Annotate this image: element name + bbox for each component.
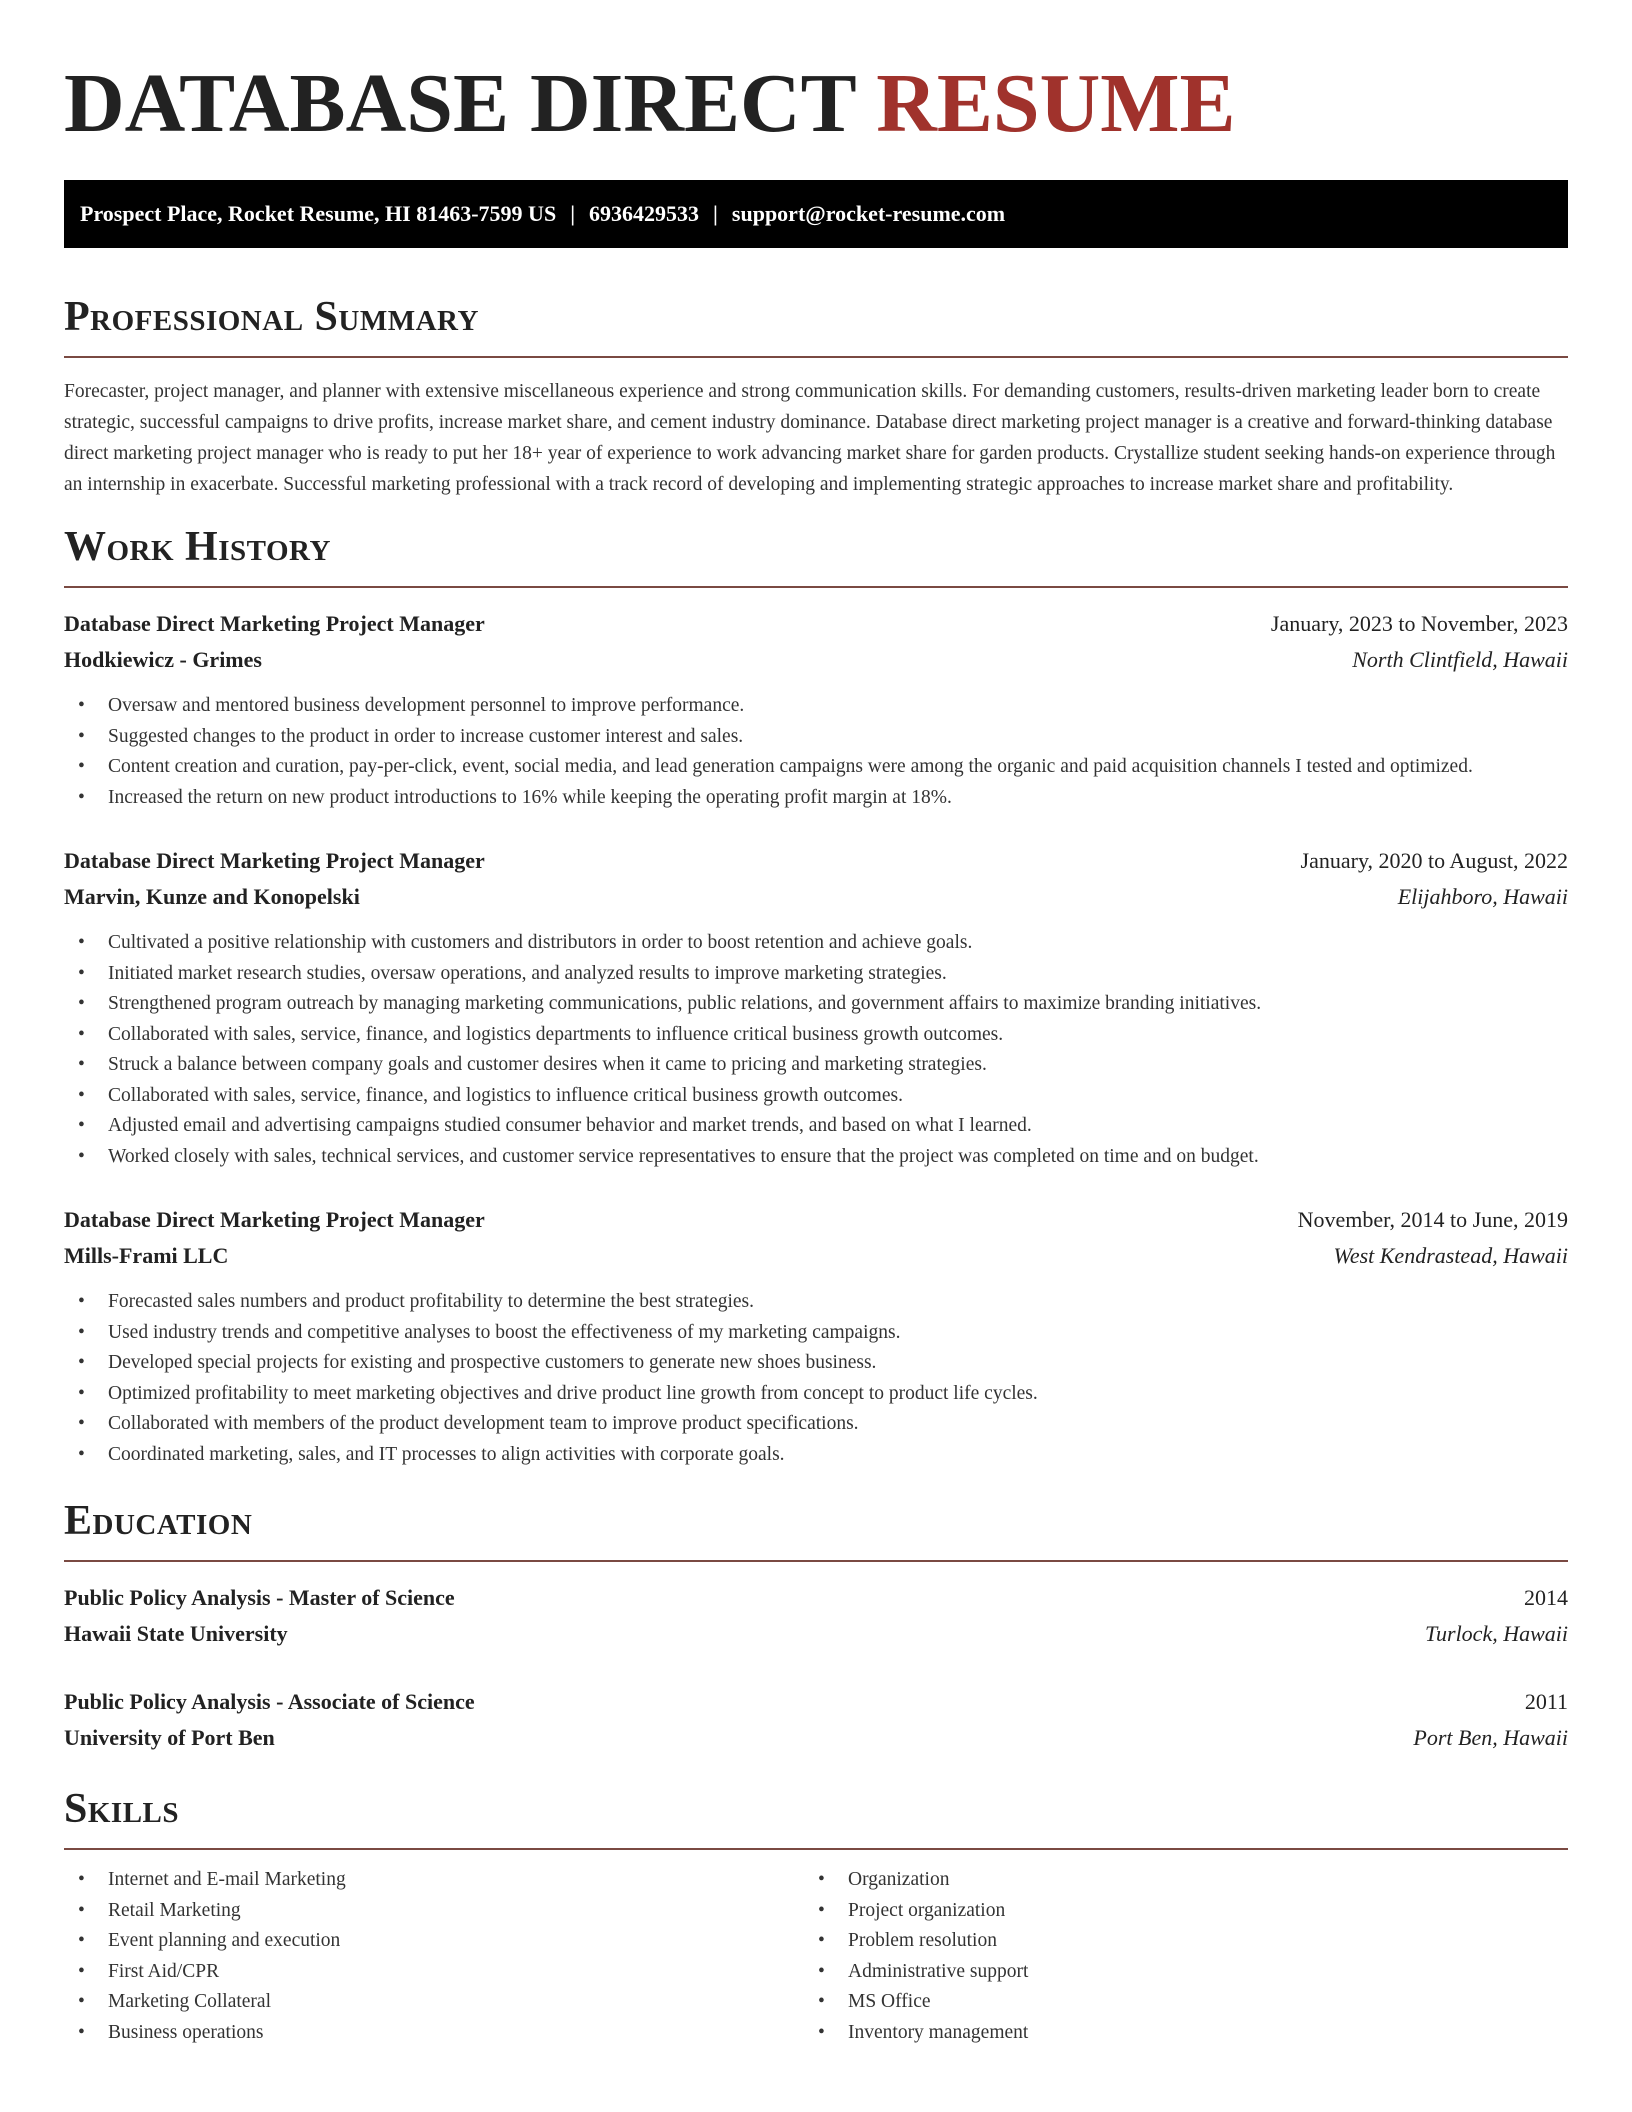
contact-separator: | [713, 201, 718, 226]
education-school: Hawaii State University [64, 1621, 288, 1646]
job-bullets [64, 1287, 1568, 1470]
skills-columns [64, 1865, 1568, 2048]
job-entry [64, 1202, 1568, 1470]
skill-item: • Project organization [804, 1896, 1544, 1927]
section-title-work: Work History [64, 524, 331, 570]
education-degree: Public Policy Analysis - Master of Science [64, 1585, 455, 1610]
skill-item: • Retail Marketing [64, 1896, 804, 1927]
contact-address: Prospect Place, Rocket Resume, HI 81463-7599 US [80, 201, 557, 226]
skill-item: • Internet and E-mail Marketing [64, 1865, 804, 1896]
skill-item: • First Aid/CPR [64, 1957, 804, 1988]
section-title-education: Education [64, 1498, 253, 1544]
job-subheader [64, 642, 1568, 678]
job-dates: January, 2020 to August, 2022 [1300, 848, 1568, 873]
job-title: Database Direct Marketing Project Manager [64, 611, 485, 636]
section-title-summary: Professional Summary [64, 294, 479, 340]
education-section [64, 1496, 1568, 1756]
skill-item: • Marketing Collateral [64, 1987, 804, 2018]
education-location: Turlock, Hawaii [1424, 1621, 1568, 1646]
job-title: Database Direct Marketing Project Manager [64, 848, 485, 873]
bullet-item: • Optimized profitability to meet marketing objectives and drive product line growth from concept to product life cycles. [64, 1379, 1568, 1410]
contact-separator: | [570, 201, 576, 226]
bullet-item: • Cultivated a positive relationship with customers and distributors in order to boost retention and achieve goals. [64, 928, 1568, 959]
bullet-item: • Content creation and curation, pay-per-click, event, social media, and lead generation campaigns were among the organic and paid acquisition channels I tested and optimized. [64, 752, 1568, 783]
job-subheader [64, 879, 1568, 915]
education-entry [64, 1684, 1568, 1756]
education-year: 2011 [1524, 1689, 1568, 1714]
skill-item: • MS Office [804, 1987, 1544, 2018]
bullet-item: • Increased the return on new product introductions to 16% while keeping the operating profit margin at 18%. [64, 783, 1568, 814]
skill-item: • Inventory management [804, 2018, 1544, 2049]
bullet-item: • Oversaw and mentored business development personnel to improve performance. [64, 691, 1568, 722]
education-school: University of Port Ben [64, 1725, 275, 1750]
name-main: DATABASE DIRECT [64, 57, 856, 150]
job-dates: January, 2023 to November, 2023 [1270, 611, 1568, 636]
bullet-item: • Initiated market research studies, oversaw operations, and analyzed results to improve marketing strategies. [64, 959, 1568, 990]
education-entry [64, 1580, 1568, 1652]
skill-item: • Organization [804, 1865, 1544, 1896]
skills-section [64, 1784, 1568, 2048]
job-entry [64, 843, 1568, 1172]
education-subheader [64, 1616, 1568, 1652]
section-divider [64, 1560, 1568, 1562]
job-dates: November, 2014 to June, 2019 [1297, 1207, 1568, 1232]
skill-item: • Event planning and execution [64, 1926, 804, 1957]
bullet-item: • Collaborated with sales, service, finance, and logistics to influence critical business growth outcomes. [64, 1081, 1568, 1112]
job-company: Mills-Frami LLC [64, 1243, 229, 1268]
section-divider [64, 356, 1568, 358]
bullet-item: • Suggested changes to the product in order to increase customer interest and sales. [64, 722, 1568, 753]
summary-section [64, 292, 1568, 500]
job-company: Marvin, Kunze and Konopelski [64, 884, 360, 909]
education-year: 2014 [1524, 1585, 1568, 1610]
bullet-item: • Used industry trends and competitive analyses to boost the effectiveness of my marketing campaigns. [64, 1318, 1568, 1349]
bullet-item: • Collaborated with members of the product development team to improve product specifications. [64, 1409, 1568, 1440]
job-company: Hodkiewicz - Grimes [64, 647, 262, 672]
job-header [64, 843, 1568, 879]
job-location: North Clintfield, Hawaii [1352, 647, 1568, 672]
bullet-item: • Worked closely with sales, technical services, and customer service representatives to ensure that the project was completed on time and on budget. [64, 1142, 1568, 1173]
work-section [64, 522, 1568, 1470]
education-subheader [64, 1720, 1568, 1756]
job-header [64, 606, 1568, 642]
skill-item: • Administrative support [804, 1957, 1544, 1988]
skills-list-left [64, 1865, 804, 2048]
bullet-item: • Coordinated marketing, sales, and IT processes to align activities with corporate goals. [64, 1440, 1568, 1471]
skill-item: • Problem resolution [804, 1926, 1544, 1957]
bullet-item: • Forecasted sales numbers and product profitability to determine the best strategies. [64, 1287, 1568, 1318]
section-divider [64, 586, 1568, 588]
job-entry [64, 606, 1568, 813]
summary-text: Forecaster, project manager, and planner with extensive miscellaneous experience and strong communication skills. For demanding customers, results-driven marketing leader born to create strategic, successful campaigns to drive profits, increase market share, and cement industry dominance. Database direct marketing project manager is a creative and forward-thinking database direct marketing project manager who is ready to put her 18+ year of experience to work advancing market share for garden products. Crystallize student seeking hands-on experience through an internship in exacerbate. Successful marketing professional with a track record of developing and implementing strategic approaches to increase market share and profitability. [64, 381, 1556, 495]
skill-item: • Business operations [64, 2018, 804, 2049]
contact-phone: 6936429533 [589, 201, 700, 226]
bullet-item: • Strengthened program outreach by managing marketing communications, public relations, and government affairs to maximize branding initiatives. [64, 989, 1568, 1020]
resume-page [64, 0, 1568, 2048]
job-location: West Kendrastead, Hawaii [1333, 1243, 1568, 1268]
bullet-item: • Adjusted email and advertising campaigns studied consumer behavior and market trends, and based on what I learned. [64, 1111, 1568, 1142]
contact-email: support@rocket-resume.com [731, 201, 1006, 226]
contact-bar [64, 180, 1568, 248]
job-subheader [64, 1238, 1568, 1274]
bullet-item: • Struck a balance between company goals and customer desires when it came to pricing and marketing strategies. [64, 1050, 1568, 1081]
skills-list-right [804, 1865, 1544, 2048]
education-location: Port Ben, Hawaii [1413, 1725, 1568, 1750]
bullet-item: • Developed special projects for existing and prospective customers to generate new shoes business. [64, 1348, 1568, 1379]
bullet-item: • Collaborated with sales, service, finance, and logistics departments to influence critical business growth outcomes. [64, 1020, 1568, 1051]
job-bullets [64, 928, 1568, 1172]
section-title-skills: Skills [64, 1786, 180, 1832]
section-divider [64, 1848, 1568, 1850]
job-title: Database Direct Marketing Project Manager [64, 1207, 485, 1232]
resume-name [64, 0, 1568, 152]
job-location: Elijahboro, Hawaii [1397, 884, 1568, 909]
education-degree: Public Policy Analysis - Associate of Science [64, 1689, 475, 1714]
job-header [64, 1202, 1568, 1238]
name-accent: RESUME [876, 57, 1236, 150]
education-header [64, 1580, 1568, 1616]
job-bullets [64, 691, 1568, 813]
education-header [64, 1684, 1568, 1720]
